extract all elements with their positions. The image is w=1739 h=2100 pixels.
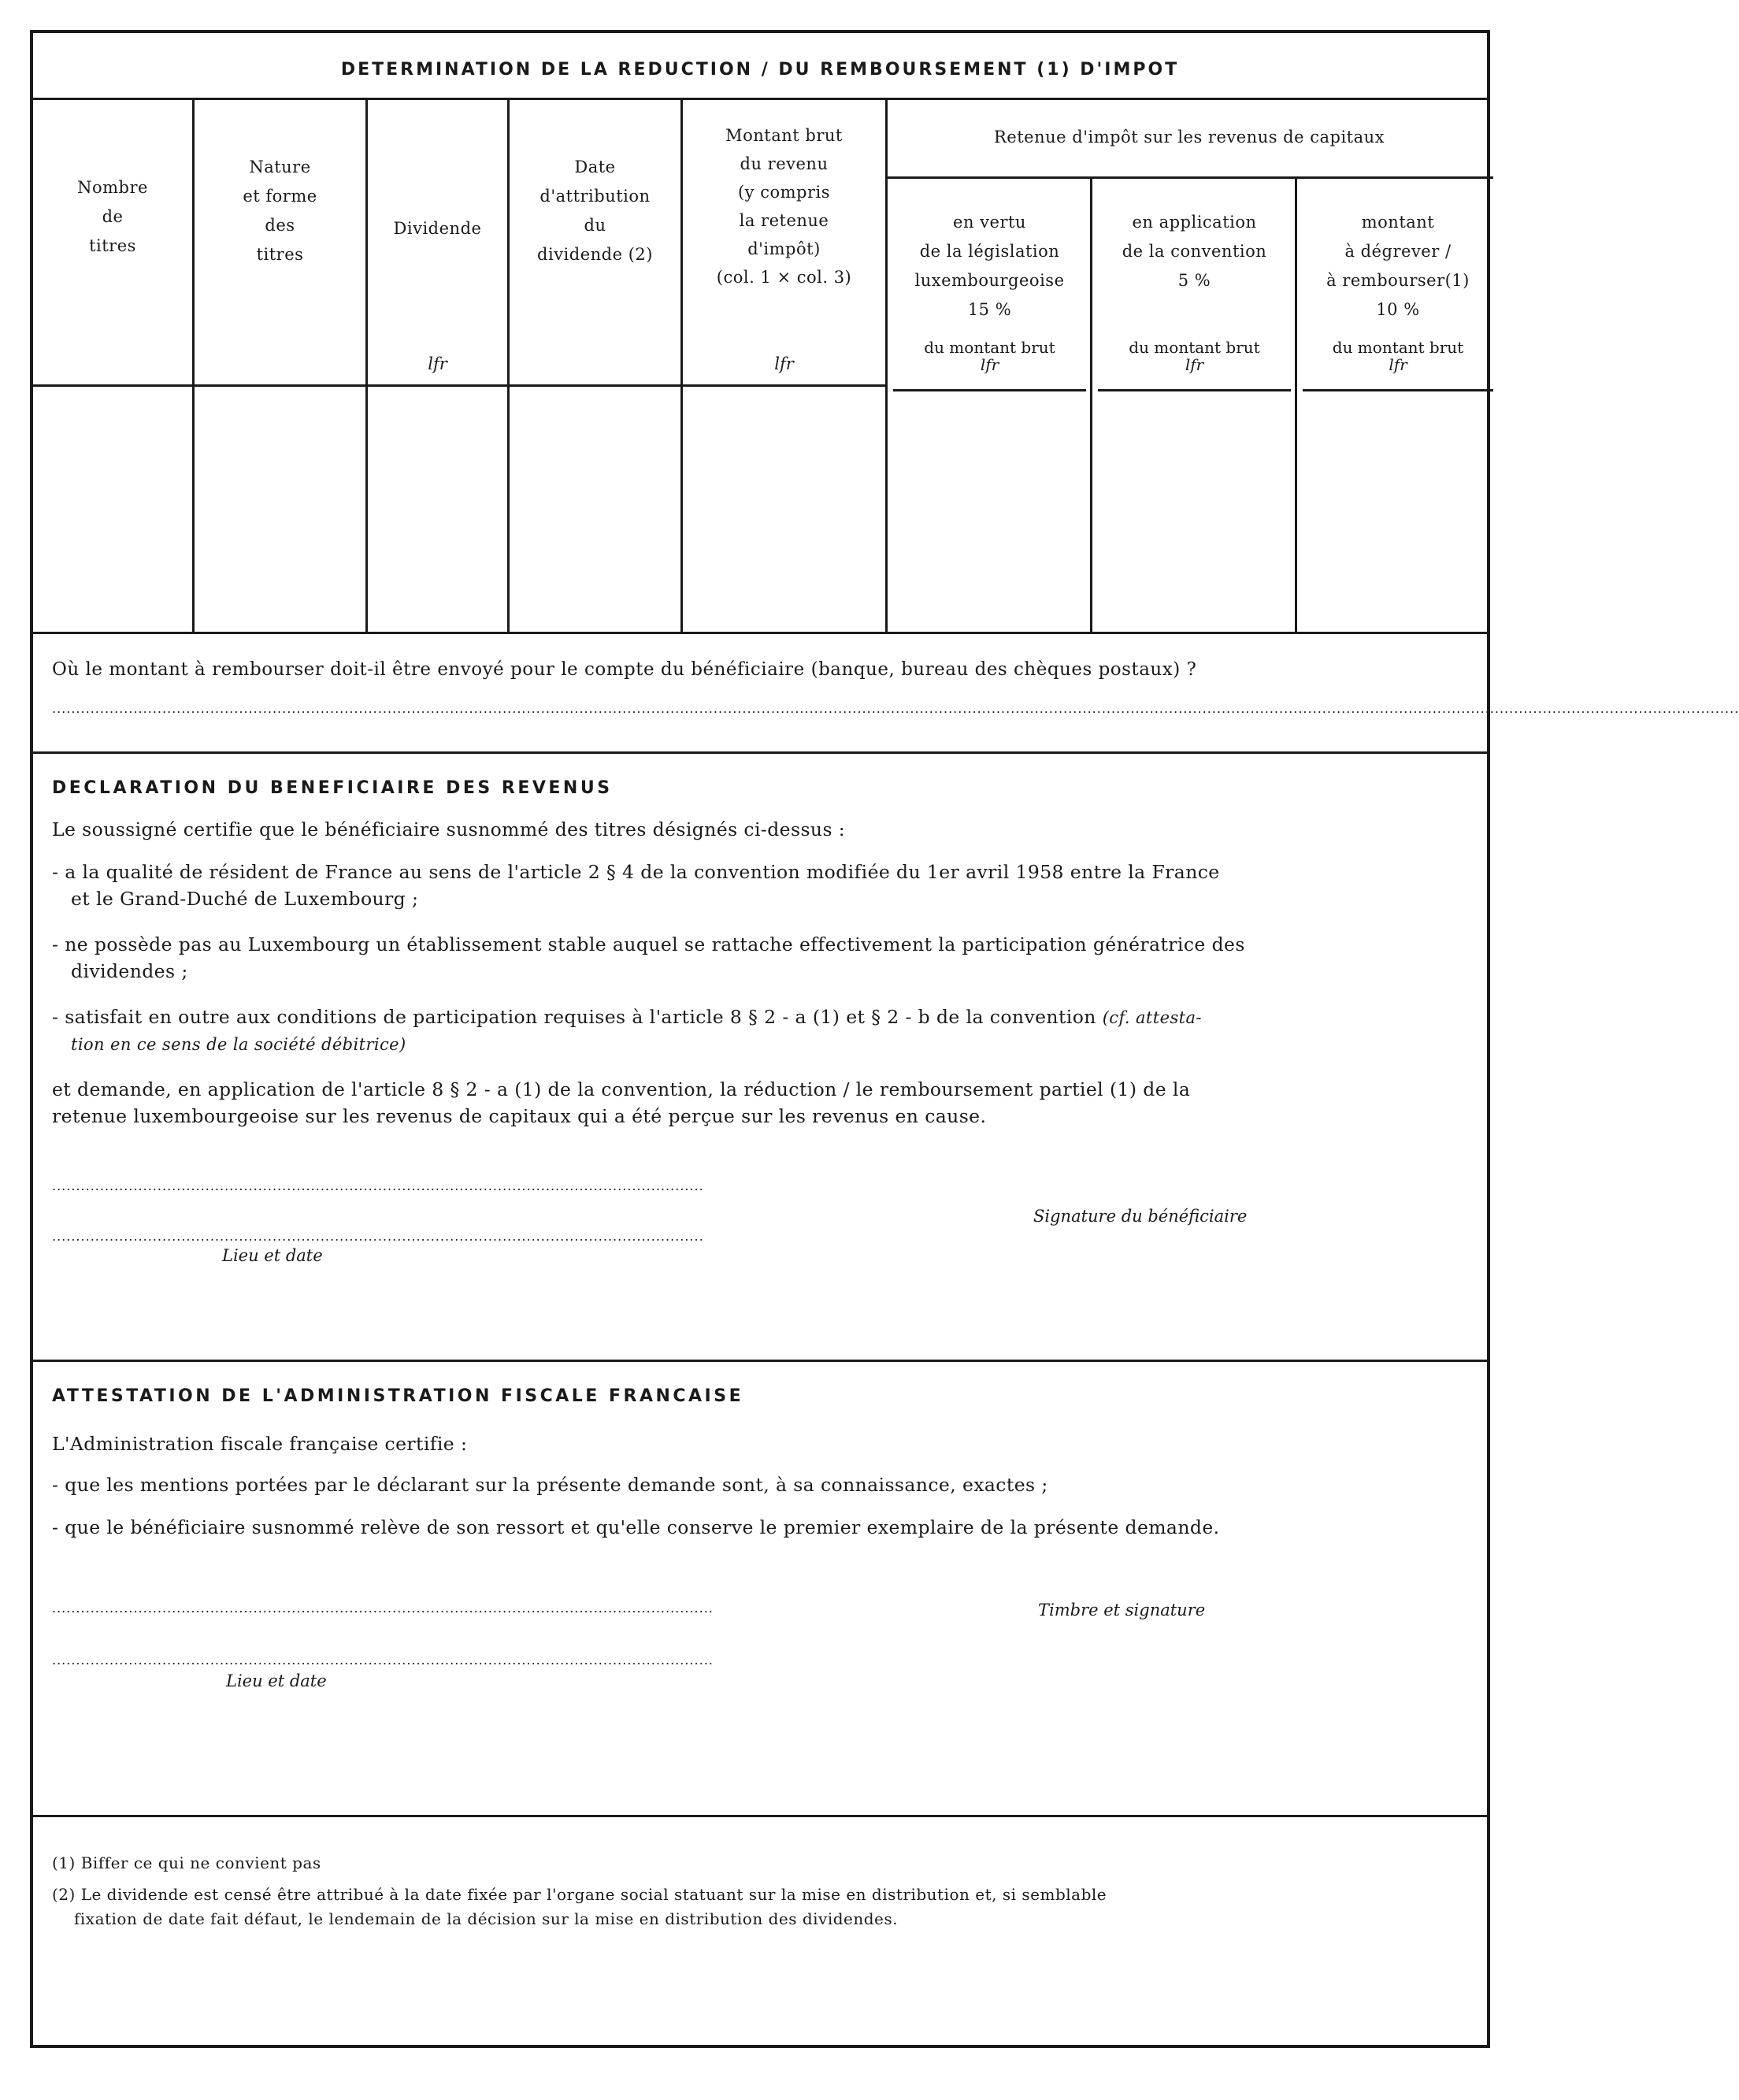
footnote-1: (1) Biffer ce qui ne convient pas [52, 1853, 321, 1872]
header-underline [1303, 389, 1493, 391]
attestation-item-1: - que les mentions portées par le déclarant sur la présente demande sont, à sa connaissance, exactes ; [52, 1474, 1048, 1496]
declaration-item-1: - a la qualité de résident de France au sens de l'article 2 § 4 de la convention modifiée du 1er avril 1958 entre la France et le Grand-Duché de Luxembourg ; [52, 861, 1220, 910]
table-title: DETERMINATION DE LA REDUCTION / DU REMBOURSEMENT (1) D'IMPOT [340, 60, 1180, 80]
attestation-signature-label: Timbre et signature [1038, 1601, 1206, 1620]
header-dividende: Dividende [393, 219, 482, 238]
declaration-demande: et demande, en application de l'article 8 § 2 - a (1) de la convention, la réduction / le remboursement partiel (1) de la retenue luxembourgeoise sur les revenus de capitaux qui a été perçue sur les revenus en cause. [52, 1078, 1191, 1127]
unit-legislation: du montant brut lfr [924, 338, 1055, 374]
header-underline [33, 384, 192, 387]
header-underline [893, 389, 1086, 391]
group-underline [885, 176, 1493, 179]
payment-answer-line[interactable]: ................................................................................................................................................................................................................................................................................................................................................................ [52, 701, 1739, 716]
declaration-intro: Le soussigné certifie que le bénéficiaire susnommé des titres désignés ci-dessus : [52, 818, 846, 840]
title-separator [33, 98, 1487, 100]
attestation-lieu-date-line[interactable]: .......................................................................................................................................... [52, 1653, 714, 1668]
attestation-title: ATTESTATION DE L'ADMINISTRATION FISCALE FRANCAISE [52, 1386, 744, 1406]
header-underline [368, 384, 507, 387]
section-separator [33, 1360, 1487, 1362]
footnote-2: (2) Le dividende est censé être attribué à la date fixée par l'organe social statuant sur la mise en distribution et, si semblable fixation de date fait défaut, le lendemain de la décision sur la mise en distribution des dividendes. [52, 1885, 1107, 1928]
unit-dividende: lfr [428, 354, 447, 373]
declaration-lieu-date-label: Lieu et date [222, 1246, 323, 1265]
col-divider [1090, 176, 1092, 632]
payment-question: Où le montant à rembourser doit-il être envoyé pour le compte du bénéficiaire (banque, bureau des chèques postaux) ? [52, 659, 1197, 680]
header-montant-brut: Montant brut du revenu (y compris la retenue d'impôt) (col. 1 × col. 3) [716, 126, 852, 287]
header-underline [195, 384, 365, 387]
unit-convention: du montant brut lfr [1129, 338, 1260, 374]
unit-degrever: du montant brut lfr [1332, 338, 1464, 374]
unit-montant: lfr [774, 354, 794, 373]
form-frame [30, 30, 1739, 2048]
header-convention: en application de la convention 5 % [1122, 213, 1267, 290]
header-underline [683, 384, 885, 387]
attestation-lieu-date-label: Lieu et date [226, 1671, 327, 1690]
header-degrever: montant à dégrever / à rembourser(1) 10 % [1326, 213, 1470, 319]
declaration-item-2: - ne possède pas au Luxembourg un établissement stable auquel se rattache effectivement la participation génératrice des dividendes ; [52, 933, 1245, 982]
header-underline [510, 384, 680, 387]
attestation-item-2: - que le bénéficiaire susnommé relève de son ressort et qu'elle conserve le premier exemplaire de la présente demande. [52, 1516, 1220, 1538]
declaration-line-1[interactable]: ........................................................................................................................................ [52, 1178, 704, 1193]
table-bottom [33, 632, 1487, 634]
attestation-intro: L'Administration fiscale française certifie : [52, 1433, 468, 1455]
attestation-line-1[interactable]: .......................................................................................................................................... [52, 1601, 714, 1616]
header-date: Date d'attribution du dividende (2) [537, 158, 653, 264]
header-nature: Nature et forme des titres [243, 158, 317, 264]
header-legislation: en vertu de la législation luxembourgeoise 15 % [914, 213, 1065, 319]
header-retenue-group: Retenue d'impôt sur les revenus de capitaux [994, 128, 1385, 147]
declaration-title: DECLARATION DU BENEFICIAIRE DES REVENUS [52, 778, 613, 798]
declaration-item-3: - satisfait en outre aux conditions de participation requises à l'article 8 § 2 - a (1) et § 2 - b de la convention (cf. attesta- tion en ce sens de la société débitrice) [52, 1006, 1202, 1054]
section-separator [33, 751, 1487, 754]
section-separator [33, 1815, 1487, 1817]
header-underline [1098, 389, 1291, 391]
declaration-lieu-date-line[interactable]: ........................................................................................................................................ [52, 1229, 704, 1244]
col-divider [1295, 176, 1297, 632]
declaration-signature-label: Signature du bénéficiaire [1033, 1207, 1248, 1226]
header-nombre: Nombre de titres [77, 178, 148, 255]
